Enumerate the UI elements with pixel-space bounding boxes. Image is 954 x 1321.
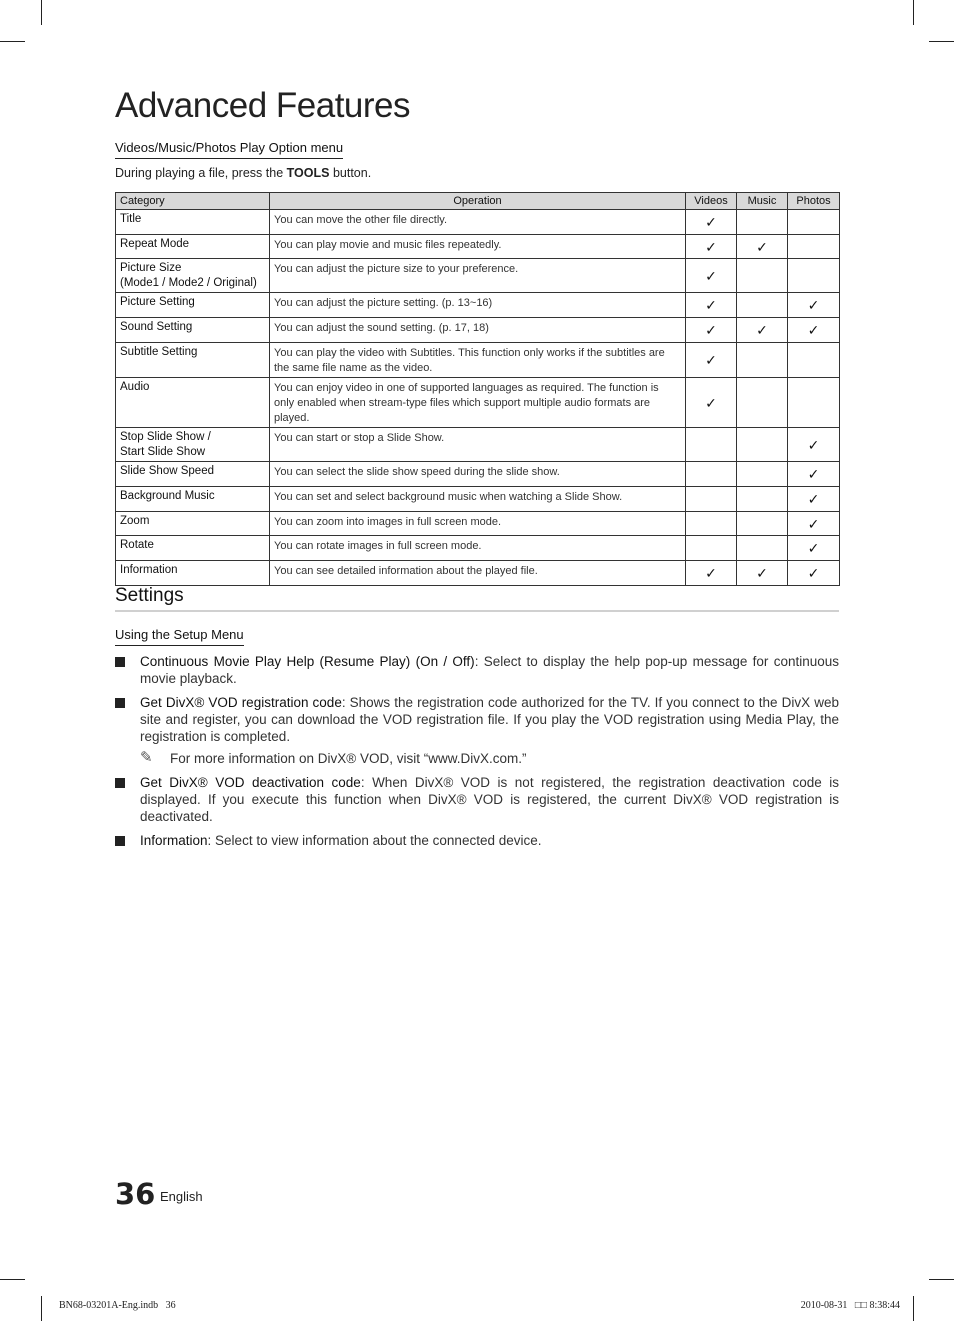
cell-operation: You can see detailed information about the played file. xyxy=(270,561,686,586)
table-row xyxy=(116,343,840,378)
checkmark-icon: ✓ xyxy=(756,322,768,338)
tools-key: TOOLS xyxy=(286,166,330,180)
table-row xyxy=(116,259,840,293)
cell-category: Picture Size (Mode1 / Mode2 / Original) xyxy=(116,259,270,293)
cell-photos xyxy=(788,343,840,378)
cell-category: Title xyxy=(116,210,270,235)
settings-section-title: Settings xyxy=(115,585,839,612)
cell-category: Subtitle Setting xyxy=(116,343,270,378)
play-option-heading: Videos/Music/Photos Play Option menu xyxy=(115,140,343,159)
cell-music xyxy=(737,378,788,428)
cell-photos xyxy=(788,235,840,259)
cell-operation: You can play the video with Subtitles. This function only works if the subtitles are the same file name as the video. xyxy=(270,343,686,378)
intro-pre: During playing a file, press the xyxy=(115,166,287,180)
table-row xyxy=(116,293,840,318)
cell-photos xyxy=(788,428,840,462)
item-term: Information xyxy=(140,833,208,848)
note-text: For more information on DivX® VOD, visit “www.DivX.com.” xyxy=(170,751,527,766)
cell-operation: You can zoom into images in full screen mode. xyxy=(270,512,686,536)
checkmark-icon: ✓ xyxy=(705,565,717,581)
checkmark-icon: ✓ xyxy=(705,394,717,411)
checkmark-icon: ✓ xyxy=(705,352,717,368)
cell-music xyxy=(737,536,788,561)
cell-category: Slide Show Speed xyxy=(116,462,270,487)
table-row xyxy=(116,487,840,512)
cell-music xyxy=(737,259,788,293)
cell-photos xyxy=(788,318,840,343)
bullet-square-icon xyxy=(115,836,125,846)
cell-music xyxy=(737,235,788,259)
item-term: Get DivX® VOD deactivation code xyxy=(140,775,361,790)
cell-videos xyxy=(686,536,737,561)
column-header-music: Music xyxy=(737,193,788,210)
crop-mark xyxy=(929,1279,954,1280)
cell-operation: You can adjust the sound setting. (p. 17, 18) xyxy=(270,318,686,343)
table-row xyxy=(116,210,840,235)
cell-videos xyxy=(686,561,737,586)
cell-music xyxy=(737,343,788,378)
cell-photos xyxy=(788,293,840,318)
cell-music xyxy=(737,462,788,487)
cell-music xyxy=(737,428,788,462)
settings-list xyxy=(115,653,839,856)
print-file-name: BN68-03201A-Eng.indb 36 xyxy=(59,1300,176,1311)
cell-operation: You can rotate images in full screen mode. xyxy=(270,536,686,561)
cell-videos xyxy=(686,487,737,512)
page-title: Advanced Features xyxy=(115,86,411,125)
cell-category: Stop Slide Show / Start Slide Show xyxy=(116,428,270,462)
cell-photos xyxy=(788,210,840,235)
checkmark-icon: ✓ xyxy=(705,238,717,255)
cell-operation: You can play movie and music files repeatedly. xyxy=(270,235,686,259)
table-row xyxy=(116,512,840,536)
intro-text xyxy=(115,166,371,180)
bullet-square-icon xyxy=(115,657,125,667)
cell-operation: You can select the slide show speed during the slide show. xyxy=(270,462,686,487)
cell-category: Information xyxy=(116,561,270,586)
setup-menu-heading: Using the Setup Menu xyxy=(115,627,244,646)
cell-photos xyxy=(788,487,840,512)
checkmark-icon: ✓ xyxy=(807,515,820,532)
cell-videos xyxy=(686,343,737,378)
checkmark-icon: ✓ xyxy=(705,267,717,284)
cell-category: Background Music xyxy=(116,487,270,512)
checkmark-icon: ✓ xyxy=(756,238,768,255)
crop-mark xyxy=(913,0,914,25)
bullet-square-icon xyxy=(115,698,125,708)
cell-operation: You can set and select background music when watching a Slide Show. xyxy=(270,487,686,512)
list-item xyxy=(115,653,839,687)
cell-videos xyxy=(686,318,737,343)
checkmark-icon: ✓ xyxy=(705,322,717,338)
cell-videos xyxy=(686,462,737,487)
checkmark-icon: ✓ xyxy=(807,322,820,338)
column-header-photos: Photos xyxy=(788,193,840,210)
cell-operation: You can adjust the picture size to your preference. xyxy=(270,259,686,293)
item-term: Continuous Movie Play Help (Resume Play) (On / Off) xyxy=(140,654,475,669)
cell-music xyxy=(737,561,788,586)
checkmark-icon: ✓ xyxy=(705,214,717,230)
cell-music xyxy=(737,512,788,536)
checkmark-icon: ✓ xyxy=(756,565,768,581)
checkmark-icon: ✓ xyxy=(705,297,717,313)
list-item xyxy=(115,774,839,825)
checkmark-icon: ✓ xyxy=(807,540,820,556)
column-header-operation: Operation xyxy=(270,193,686,210)
cell-videos xyxy=(686,235,737,259)
cell-category: Repeat Mode xyxy=(116,235,270,259)
bullet-square-icon xyxy=(115,778,125,788)
cell-category: Rotate xyxy=(116,536,270,561)
crop-mark xyxy=(929,41,954,42)
table-row xyxy=(116,536,840,561)
cell-music xyxy=(737,318,788,343)
item-text: : When DivX® VOD is not registered, the registration deactivation code is displayed. If you execute this function when DivX® VOD is registered, the current DivX® VOD registration is deactivated. xyxy=(140,775,839,824)
cell-videos xyxy=(686,259,737,293)
cell-operation: You can start or stop a Slide Show. xyxy=(270,428,686,462)
cell-photos xyxy=(788,512,840,536)
cell-videos xyxy=(686,428,737,462)
cell-category: Audio xyxy=(116,378,270,428)
checkmark-icon: ✓ xyxy=(807,565,820,581)
page-number: 36 xyxy=(115,1177,156,1211)
item-text: : Select to display the help pop-up message for continuous movie playback. xyxy=(140,654,840,686)
table-row xyxy=(116,462,840,487)
cell-music xyxy=(737,293,788,318)
cell-photos xyxy=(788,378,840,428)
table-row xyxy=(116,561,840,586)
pencil-note-icon: ✎ xyxy=(140,749,153,766)
cell-music xyxy=(737,210,788,235)
checkmark-icon: ✓ xyxy=(807,436,820,453)
crop-mark xyxy=(913,1296,914,1321)
checkmark-icon: ✓ xyxy=(807,297,820,313)
checkmark-icon: ✓ xyxy=(807,491,820,507)
checkmark-icon: ✓ xyxy=(807,466,820,482)
column-header-category: Category xyxy=(116,193,270,210)
crop-mark xyxy=(0,41,25,42)
table-header-row xyxy=(116,193,840,210)
column-header-videos: Videos xyxy=(686,193,737,210)
crop-mark xyxy=(41,1296,42,1321)
cell-category: Sound Setting xyxy=(116,318,270,343)
cell-videos xyxy=(686,293,737,318)
cell-videos xyxy=(686,210,737,235)
play-option-table xyxy=(115,192,840,586)
list-item xyxy=(115,694,839,745)
cell-videos xyxy=(686,378,737,428)
table-row xyxy=(116,235,840,259)
cell-operation: You can adjust the picture setting. (p. 13~16) xyxy=(270,293,686,318)
note xyxy=(115,750,839,767)
cell-photos xyxy=(788,259,840,293)
item-text: : Shows the registration code authorized for the TV. If you connect to the DivX web site and register, you can download the VOD registration file. If you play the VOD registration using Media Play, the registration is completed. xyxy=(140,695,839,744)
list-item xyxy=(115,832,839,849)
cell-photos xyxy=(788,462,840,487)
table-row xyxy=(116,378,840,428)
item-text: : Select to view information about the connected device. xyxy=(207,833,542,848)
cell-videos xyxy=(686,512,737,536)
intro-post: button. xyxy=(329,166,372,180)
cell-operation: You can move the other file directly. xyxy=(270,210,686,235)
cell-category: Zoom xyxy=(116,512,270,536)
cell-photos xyxy=(788,536,840,561)
cell-operation: You can enjoy video in one of supported languages as required. The function is only enabled when stream-type files which support multiple audio formats are played. xyxy=(270,378,686,428)
crop-mark xyxy=(41,0,42,25)
page-language: English xyxy=(160,1189,203,1204)
cell-category: Picture Setting xyxy=(116,293,270,318)
table-row xyxy=(116,428,840,462)
print-timestamp: 2010-08-31 □□ 8:38:44 xyxy=(800,1300,900,1311)
cell-music xyxy=(737,487,788,512)
item-term: Get DivX® VOD registration code xyxy=(140,695,342,710)
table-row xyxy=(116,318,840,343)
crop-mark xyxy=(0,1279,25,1280)
cell-photos xyxy=(788,561,840,586)
